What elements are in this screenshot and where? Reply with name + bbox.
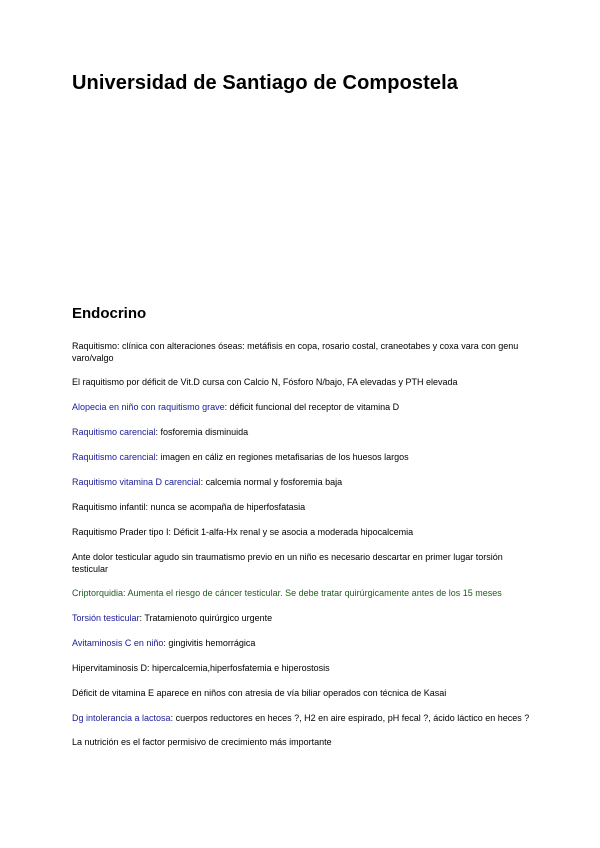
list-item [72,340,532,364]
entry-term: Raquitismo carencial [72,427,156,437]
entry-text: Hipervitaminosis D: hipercalcemia,hiperfosfatemia e hiperostosis [72,663,330,673]
entry-text: : gingivitis hemorrágica [163,638,256,648]
entry-text: El raquitismo por déficit de Vit.D cursa con Calcio N, Fósforo N/bajo, FA elevadas y PTH elevada [72,377,458,387]
entry-text: : calcemia normal y fosforemia baja [200,477,343,487]
page-title: Universidad de Santiago de Compostela [72,72,459,94]
entry-text: : Tratamienoto quirúrgico urgente [139,613,273,623]
list-item [72,736,532,748]
entry-text: Raquitismo: clínica con alteraciones óseas: metáfisis en copa, rosario costal, craneotabes y coxa vara con genu varo/valgo [72,341,519,363]
list-item [72,687,532,699]
entries-list [72,340,532,761]
entry-text: : imagen en cáliz en regiones metafisarias de los huesos largos [155,452,409,462]
list-item [72,501,532,513]
entry-text: Raquitismo infantil: nunca se acompaña de hiperfosfatasia [72,502,306,512]
entry-text: Criptorquidia: Aumenta el riesgo de cáncer testicular. Se debe tratar quirúrgicamente antes de los 15 meses [72,588,502,598]
list-item [72,551,532,575]
list-item [72,526,532,538]
list-item [72,401,532,413]
entry-text: Raquitismo Prader tipo I: Déficit 1-alfa-Hx renal y se asocia a moderada hipocalcemia [72,527,414,537]
list-item [72,451,532,463]
list-item [72,637,532,649]
list-item [72,376,532,388]
list-item [72,712,532,724]
entry-term: Raquitismo carencial [72,452,156,462]
entry-term: Dg intolerancia a lactosa [72,713,171,723]
list-item [72,426,532,438]
section-title: Endocrino [72,305,147,322]
list-item [72,662,532,674]
list-item [72,587,532,599]
entry-text: : fosforemia disminuida [155,427,249,437]
entry-text: La nutrición es el factor permisivo de crecimiento más importante [72,737,332,747]
entry-term: Torsión testicular [72,613,140,623]
list-item [72,612,532,624]
list-item [72,476,532,488]
entry-term: Raquitismo vitamina D carencial [72,477,201,487]
entry-text: Ante dolor testicular agudo sin traumatismo previo en un niño es necesario descartar en primer lugar torsión testicular [72,552,503,574]
entry-term: Alopecia en niño con raquitismo grave [72,402,225,412]
entry-term: Avitaminosis C en niño [72,638,164,648]
entry-text: Déficit de vitamina E aparece en niños con atresia de vía biliar operados con técnica de Kasai [72,688,447,698]
entry-text: : déficit funcional del receptor de vitamina D [224,402,400,412]
entry-text: : cuerpos reductores en heces ?, H2 en aire espirado, pH fecal ?, ácido láctico en heces ? [170,713,530,723]
